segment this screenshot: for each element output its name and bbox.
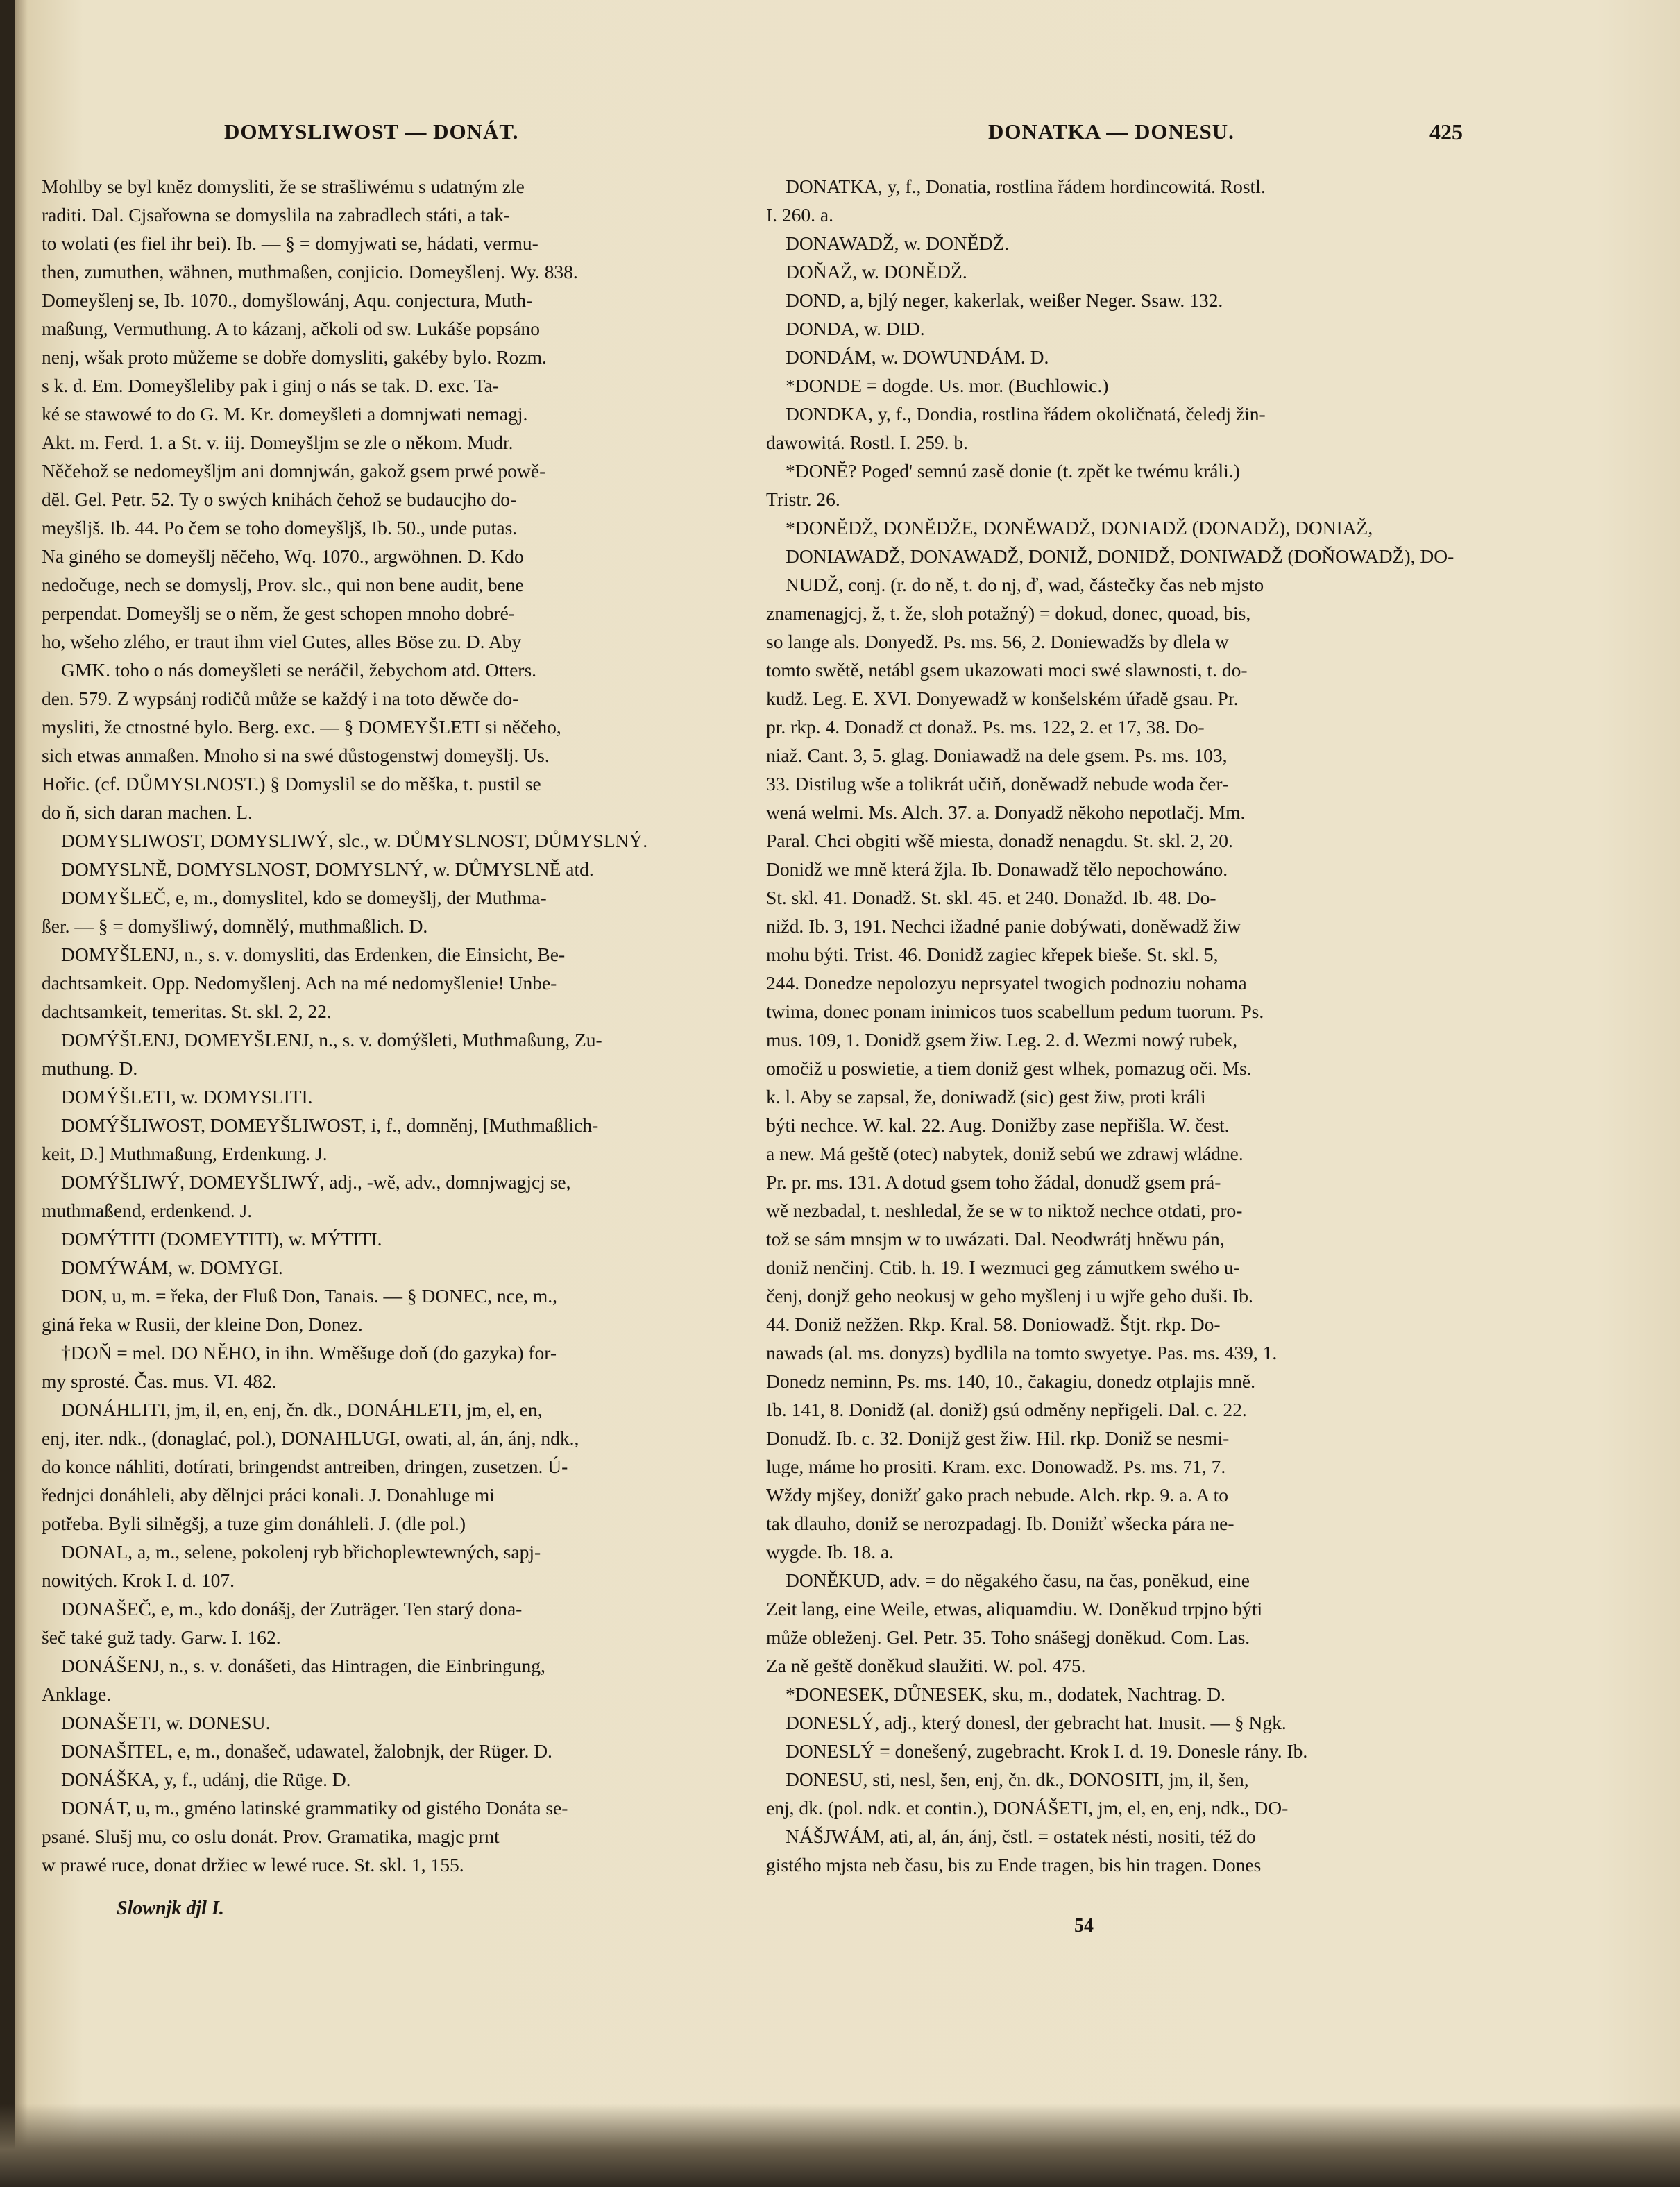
page-number: 425	[1429, 119, 1463, 144]
text-line: Wždy mjšey, donižť gako prach nebude. Alch. rkp. 9. a. A to	[766, 1484, 1228, 1506]
text-line: DOND, a, bjlý neger, kakerlak, weißer Neger. Ssaw. 132.	[786, 289, 1223, 311]
text-line: doniž nenčinj. Ctib. h. 19. I wezmuci geg zámutkem swého u-	[766, 1257, 1240, 1278]
text-line: den. 579. Z wypsánj rodičů může se každý i na toto děwče do-	[42, 688, 519, 709]
text-line: NUDŽ, conj. (r. do ně, t. do nj, ď, wad, částečky čas neb mjsto	[786, 574, 1264, 595]
text-line: děl. Gel. Petr. 52. Ty o swých knihách čehož se budaucjho do-	[42, 488, 517, 510]
text-line: then, zumuthen, wähnen, muthmaßen, conjicio. Domeyšlenj. Wy. 838.	[42, 261, 578, 282]
sheet-number: 54	[1074, 1915, 1094, 1937]
text-line: DONDA, w. DID.	[786, 318, 925, 339]
text-line: mysliti, že ctnostné bylo. Berg. exc. — § DOMEYŠLETI si něčeho,	[42, 716, 561, 738]
text-line: řednjci donáhleli, aby dělnjci práci konali. J. Donahluge mi	[42, 1484, 495, 1506]
text-line: enj, iter. ndk., (donaglać, pol.), DONAHLUGI, owati, al, án, ánj, ndk.,	[42, 1427, 579, 1449]
text-line: tomto swětě, netábl gsem ukazowati moci swé slawnosti, t. do-	[766, 659, 1248, 681]
text-line: sich etwas anmaßen. Mnoho si na swé důstogenstwj domeyšlj. Us.	[42, 744, 550, 766]
text-line: potřeba. Byli silněgšj, a tuze gim donáhleli. J. (dle pol.)	[42, 1513, 466, 1534]
text-line: DON, u, m. = řeka, der Fluß Don, Tanais. — § DONEC, nce, m.,	[61, 1285, 557, 1307]
text-line: Pr. pr. ms. 131. A dotud gsem toho žádal, donudž gsem prá-	[766, 1171, 1221, 1193]
text-line: Na giného se domeyšlj něčeho, Wq. 1070., argwöhnen. D. Kdo	[42, 545, 524, 567]
text-line: s k. d. Em. Domeyšleliby pak i ginj o nás se tak. D. exc. Ta-	[42, 375, 499, 396]
text-line: DONDKA, y, f., Dondia, rostlina řádem okoličnatá, čeledj žin-	[786, 403, 1266, 425]
text-line: dachtsamkeit, temeritas. St. skl. 2, 22.	[42, 1001, 332, 1022]
text-line: luge, máme ho prositi. Kram. exc. Donowadž. Ps. ms. 71, 7.	[766, 1456, 1226, 1477]
left-column	[42, 172, 744, 1879]
text-line: k. l. Aby se zapsal, že, doniwadž (sic) gest žiw, proti králi	[766, 1086, 1206, 1107]
text-line: čenj, donjž geho neokusj w geho myšlenj i u wjře geho duši. Ib.	[766, 1285, 1253, 1307]
text-line: nowitých. Krok I. d. 107.	[42, 1569, 235, 1591]
text-line: gistého mjsta neb času, bis zu Ende tragen, bis hin tragen. Dones	[766, 1854, 1262, 1875]
text-line: DONAL, a, m., selene, pokolenj ryb břichoplewtewných, sapj-	[61, 1541, 541, 1563]
text-line: Tristr. 26.	[766, 488, 840, 510]
text-line: DOMÝWÁM, w. DOMYGI.	[61, 1257, 283, 1278]
text-line: a new. Má geště (otec) nabytek, doniž sebú we zdrawj wládne.	[766, 1143, 1244, 1164]
text-line: DOMYSLNĚ, DOMYSLNOST, DOMYSLNÝ, w. DŮMYSLNĚ atd.	[61, 858, 594, 880]
signature-mark: Slownjk djl I.	[117, 1898, 224, 1919]
text-line: so lange als. Donyedž. Ps. ms. 56, 2. Doniewadžs by dlela w	[766, 631, 1229, 652]
text-line: DONĚKUD, adv. = do něgakého času, na čas, poněkud, eine	[786, 1569, 1250, 1591]
text-line: Donidž we mně která žjla. Ib. Donawadž tělo nepochowáno.	[766, 858, 1228, 880]
text-line: *DONĚ? Poged' semnú zasě donie (t. zpět ke twému králi.)	[786, 460, 1240, 482]
text-line: DONÁŠKA, y, f., udánj, die Rüge. D.	[61, 1769, 351, 1790]
text-line: ké se stawowé to do G. M. Kr. domeyšleti a domnjwati nemagj.	[42, 403, 528, 425]
text-line: DONESLÝ = donešený, zugebracht. Krok I. d. 19. Donesle rány. Ib.	[786, 1740, 1308, 1762]
text-line: mus. 109, 1. Donidž gsem žiw. Leg. 2. d. Wezmi nowý rubek,	[766, 1029, 1238, 1050]
text-line: tak dlauho, doniž se nerozpadagj. Ib. Donižť wšecka pára ne-	[766, 1513, 1234, 1534]
text-line: omočiž u poswietie, a tiem doniž gest wlhek, pomazug oči. Ms.	[766, 1057, 1252, 1079]
text-line: DONDÁM, w. DOWUNDÁM. D.	[786, 346, 1049, 368]
text-line: DONESU, sti, nesl, šen, enj, čn. dk., DONOSITI, jm, il, šen,	[786, 1769, 1249, 1790]
text-line: DOMÝŠLETI, w. DOMYSLITI.	[61, 1086, 313, 1107]
text-line: DONESLÝ, adj., který donesl, der gebracht hat. Inusit. — § Ngk.	[786, 1712, 1287, 1733]
text-line: *DONDE = dogde. Us. mor. (Buchlowic.)	[786, 375, 1109, 396]
text-line: DOMÝTITI (DOMEYTITI), w. MÝTITI.	[61, 1228, 382, 1250]
text-line: do ň, sich daran machen. L.	[42, 801, 253, 823]
text-line: dachtsamkeit. Opp. Nedomyšlenj. Ach na mé nedomyšlenie! Unbe-	[42, 972, 557, 994]
text-line: 33. Distilug wše a tolikrát učiň, doněwadž nebude woda čer-	[766, 773, 1229, 794]
text-line: mohu býti. Trist. 46. Donidž zagiec křepek bieše. St. skl. 5,	[766, 944, 1219, 965]
text-line: do konce náhliti, dotírati, bringendst antreiben, dringen, zusetzen. Ú-	[42, 1456, 568, 1477]
text-line: DONATKA, y, f., Donatia, rostlina řádem hordincowitá. Rostl.	[786, 176, 1266, 197]
right-column	[766, 172, 1470, 1879]
text-line: DOMÝŠLENJ, DOMEYŠLENJ, n., s. v. domýšleti, Muthmaßung, Zu-	[61, 1029, 602, 1050]
text-line: my sprosté. Čas. mus. VI. 482.	[42, 1370, 277, 1392]
text-line: dawowitá. Rostl. I. 259. b.	[766, 432, 969, 453]
text-line: 244. Donedze nepolozyu neprsyatel twogich podnoziu nohama	[766, 972, 1247, 994]
text-line: Zeit lang, eine Weile, etwas, aliquamdiu. W. Doněkud trpjno býti	[766, 1598, 1263, 1619]
text-line: DOMYŠLENJ, n., s. v. domysliti, das Erdenken, die Einsicht, Be-	[61, 944, 566, 965]
text-line: Hořic. (cf. DŮMYSLNOST.) § Domyslil se do měška, t. pustil se	[42, 773, 541, 794]
text-line: 44. Doniž nežžen. Rkp. Kral. 58. Doniowadž. Štjt. rkp. Do-	[766, 1313, 1221, 1335]
text-line: nedočuge, nech se domyslj, Prov. slc., qui non bene audit, bene	[42, 574, 524, 595]
text-line: nawads (al. ms. donyzs) bydlila na tomto swyetye. Pas. ms. 439, 1.	[766, 1342, 1278, 1363]
text-line: nenj, wšak proto můžeme se dobře domysliti, gakéby bylo. Rozm.	[42, 346, 547, 368]
text-line: St. skl. 41. Donadž. St. skl. 45. et 240. Donažd. Ib. 48. Do-	[766, 887, 1216, 908]
text-line: DOMÝŠLIWOST, DOMEYŠLIWOST, i, f., domněnj, [Muthmaßlich-	[61, 1114, 599, 1136]
text-line: DONÁT, u, m., gméno latinské grammatiky od gistého Donáta se-	[61, 1797, 568, 1819]
text-line: DOMYŠLEČ, e, m., domyslitel, kdo se domeyšlj, der Muthma-	[61, 887, 547, 908]
text-line: Ib. 141, 8. Donidž (al. doniž) gsú odměny nepřigeli. Dal. c. 22.	[766, 1399, 1247, 1420]
text-line: *DONESEK, DŮNESEK, sku, m., dodatek, Nachtrag. D.	[786, 1683, 1225, 1705]
text-line: DOŇAŽ, w. DONĚDŽ.	[786, 261, 967, 282]
text-line: raditi. Dal. Cjsařowna se domyslila na zabradlech státi, a tak-	[42, 204, 511, 225]
text-line: †DOŇ = mel. DO NĚHO, in ihn. Wměšuge doň (do gazyka) for-	[61, 1342, 557, 1363]
text-line: muthmaßend, erdenkend. J.	[42, 1200, 253, 1221]
text-line: DONIAWADŽ, DONAWADŽ, DONIŽ, DONIDŽ, DONIWADŽ (DOŇOWADŽ), DO-	[786, 545, 1454, 567]
text-line: w prawé ruce, donat držiec w lewé ruce. St. skl. 1, 155.	[42, 1854, 464, 1875]
text-line: NÁŠJWÁM, ati, al, án, ánj, čstl. = ostatek nésti, nositi, též do	[786, 1826, 1256, 1847]
text-line: tož se sám mnsjm w to uwázati. Dal. Neodwrátj hněwu pán,	[766, 1228, 1225, 1250]
text-line: niaž. Cant. 3, 5. glag. Doniawadž na dele gsem. Ps. ms. 103,	[766, 744, 1228, 766]
book-spine-shadow	[0, 0, 15, 2187]
text-line: DONÁHLITI, jm, il, en, enj, čn. dk., DONÁHLETI, jm, el, en,	[61, 1399, 543, 1420]
text-line: Anklage.	[42, 1683, 112, 1705]
running-head-right: DONATKA — DONESU.	[988, 119, 1234, 144]
text-line: nižd. Ib. 3, 191. Nechci ižadné panie dobýwati, doněwadž žiw	[766, 915, 1241, 937]
text-line: ho, wšeho zlého, er traut ihm viel Gutes, alles Böse zu. D. Aby	[42, 631, 522, 652]
text-line: Paral. Chci obgiti wšě miesta, donadž nenagdu. St. skl. 2, 20.	[766, 830, 1233, 851]
text-line: perpendat. Domeyšlj se o něm, že gest schopen mnoho dobré-	[42, 602, 515, 624]
text-line: to wolati (es fiel ihr bei). Ib. — § = domyjwati se, hádati, vermu-	[42, 232, 538, 254]
text-line: kudž. Leg. E. XVI. Donyewadž w konšelském úřadě gsau. Pr.	[766, 688, 1239, 709]
text-line: DOMÝŠLIWÝ, DOMEYŠLIWÝ, adj., -wě, adv., domnjwagjcj se,	[61, 1171, 571, 1193]
text-line: enj, dk. (pol. ndk. et contin.), DONÁŠETI, jm, el, en, enj, ndk., DO-	[766, 1797, 1289, 1819]
text-line: DONAŠETI, w. DONESU.	[61, 1712, 271, 1733]
text-line: znamenagjcj, ž, t. že, sloh potažný) = dokud, donec, quoad, bis,	[766, 602, 1251, 624]
text-line: Za ně geště doněkud slaužiti. W. pol. 475.	[766, 1655, 1086, 1676]
text-line: DONAŠITEL, e, m., donašeč, udawatel, žalobnjk, der Rüger. D.	[61, 1740, 552, 1762]
text-line: může obleženj. Gel. Petr. 35. Toho snášegj doněkud. Com. Las.	[766, 1626, 1250, 1648]
text-line: DONAŠEČ, e, m., kdo donášj, der Zuträger. Ten starý dona-	[61, 1598, 523, 1619]
text-line: býti nechce. W. kal. 22. Aug. Donižby zase nepřišla. W. čest.	[766, 1114, 1230, 1136]
running-head-left: DOMYSLIWOST — DONÁT.	[224, 119, 519, 144]
text-line: meyšljš. Ib. 44. Po čem se toho domeyšljš, Ib. 50., unde putas.	[42, 517, 518, 538]
text-line: giná řeka w Rusii, der kleine Don, Donez.	[42, 1313, 363, 1335]
page-bottom-edge	[0, 2104, 1680, 2187]
text-line: Mohlby se byl kněz domysliti, že se strašliwému s udatným zle	[42, 176, 525, 197]
text-line: Donudž. Ib. c. 32. Donijž gest žiw. Hil. rkp. Doniž se nesmi-	[766, 1427, 1230, 1449]
text-line: GMK. toho o nás domeyšleti se neráčil, žebychom atd. Otters.	[61, 659, 537, 681]
text-line: ßer. — § = domyšliwý, domnělý, muthmaßlich. D.	[42, 915, 428, 937]
text-line: maßung, Vermuthung. A to kázanj, ačkoli od sw. Lukáše popsáno	[42, 318, 540, 339]
text-line: DONAWADŽ, w. DONĚDŽ.	[786, 232, 1010, 254]
text-line: twima, donec ponam inimicos tuos scabellum pedum tuorum. Ps.	[766, 1001, 1264, 1022]
text-line: wená welmi. Ms. Alch. 37. a. Donyadž někoho nepotlačj. Mm.	[766, 801, 1246, 823]
text-line: Domeyšlenj se, Ib. 1070., domyšlowánj, Aqu. conjectura, Muth-	[42, 289, 533, 311]
text-line: Donedz neminn, Ps. ms. 140, 10., čakagiu, donedz otplajis mně.	[766, 1370, 1255, 1392]
text-line: muthung. D.	[42, 1057, 138, 1079]
text-line: I. 260. a.	[766, 204, 833, 225]
text-line: psané. Slušj mu, co oslu donát. Prov. Gramatika, magjc prnt	[42, 1826, 500, 1847]
text-line: DONÁŠENJ, n., s. v. donášeti, das Hintragen, die Einbringung,	[61, 1655, 545, 1676]
text-line: DOMYSLIWOST, DOMYSLIWÝ, slc., w. DŮMYSLNOST, DŮMYSLNÝ.	[61, 830, 648, 851]
text-line: šeč také guž tady. Garw. I. 162.	[42, 1626, 281, 1648]
text-line: *DONĚDŽ, DONĚDŽE, DONĚWADŽ, DONIADŽ (DONADŽ), DONIAŽ,	[786, 517, 1373, 538]
text-line: Akt. m. Ferd. 1. a St. v. iij. Domeyšljm se zle o někom. Mudr.	[42, 432, 514, 453]
text-line: pr. rkp. 4. Donadž ct donaž. Ps. ms. 122, 2. et 17, 38. Do-	[766, 716, 1205, 738]
text-line: Něčehož se nedomeyšljm ani domnjwán, gakož gsem prwé powě-	[42, 460, 546, 482]
text-line: wygde. Ib. 18. a.	[766, 1541, 894, 1563]
text-line: keit, D.] Muthmaßung, Erdenkung. J.	[42, 1143, 328, 1164]
text-line: wě nezbadal, t. neshledal, že se w to niktož nechce otdati, pro-	[766, 1200, 1243, 1221]
